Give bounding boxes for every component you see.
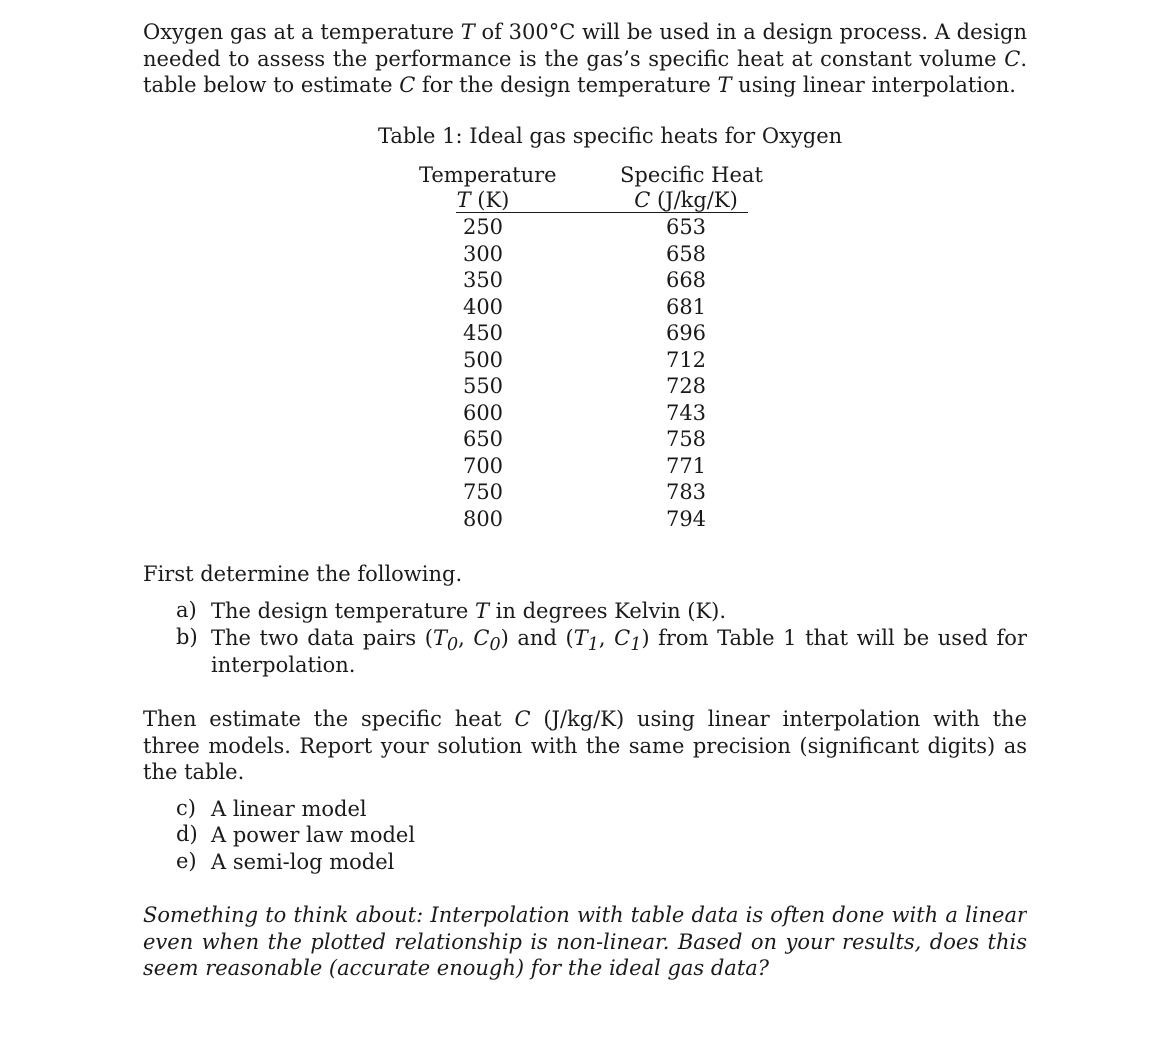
think-paragraph: [143, 902, 1027, 982]
table-cell-specific-heat: 668: [665, 268, 707, 292]
then-line-1: Then estimate the specific heat C (J/kg/K) using linear interpolation with the: [143, 707, 1027, 731]
table-cell-specific-heat: 728: [665, 374, 707, 398]
intro-line-2: needed to assess the performance is the gas’s specific heat at constant volume C.: [143, 46, 1027, 71]
table-cell-temperature: 400: [462, 294, 504, 319]
item-b-text: [211, 625, 1027, 678]
table-cell-temperature: 800: [462, 506, 504, 531]
table-cell-temperature: 350: [462, 268, 504, 292]
table-cell-temperature: 250: [462, 215, 504, 239]
intro-line-3: table below to estimate C for the design temperature T using linear interpolation.: [143, 73, 1016, 97]
item-d-text: A power law model: [211, 823, 416, 847]
intro-paragraph: [143, 19, 1027, 99]
table-header-rule: [456, 212, 748, 213]
col-specific-heat-unit: C (J/kg/K): [634, 188, 738, 212]
intro-line-1: Oxygen gas at a temperature T of 300°C will be used in a design process. A design: [143, 20, 1027, 44]
table-cell-specific-heat: 658: [665, 241, 707, 266]
table-cell-temperature: 450: [462, 321, 504, 345]
table-cell-specific-heat: 681: [665, 294, 707, 319]
item-b-line-1: The two data pairs ($T_0$, $C_0$) and ($T_1$, $C_1$) from Table 1 that will be used for: [211, 626, 1027, 652]
item-b-line-2: interpolation.: [211, 652, 356, 677]
item-a-marker: a): [176, 598, 197, 622]
think-line-2: even when the plotted relationship is non-linear. Based on your results, does this: [143, 929, 1027, 954]
item-c-marker: c): [176, 796, 196, 820]
col-specific-heat-title: Specific Heat: [620, 163, 763, 187]
table-cell-temperature: 500: [462, 347, 504, 372]
table-cell-temperature: 750: [462, 480, 504, 504]
item-e-marker: e): [176, 849, 197, 873]
think-line-1: Something to think about: Interpolation with table data is often done with a linear: [143, 903, 1027, 927]
item-d-marker: d): [176, 822, 198, 846]
first-lead: First determine the following.: [143, 562, 463, 586]
then-line-3: the table.: [143, 760, 245, 784]
then-line-2: three models. Report your solution with the same precision (significant digits) as: [143, 733, 1027, 758]
table-cell-temperature: 550: [462, 374, 504, 398]
table-caption: Table 1: Ideal gas specific heats for Oxygen: [378, 124, 843, 148]
table-cell-specific-heat: 794: [665, 506, 707, 531]
item-a-text: The design temperature T in degrees Kelvin (K).: [211, 599, 727, 623]
table-cell-specific-heat: 712: [665, 347, 707, 372]
table-cell-temperature: 300: [462, 241, 504, 266]
table-cell-specific-heat: 696: [665, 321, 707, 345]
table-cell-specific-heat: 743: [665, 400, 707, 425]
item-b-marker: b): [176, 625, 198, 649]
table-cell-temperature: 600: [462, 400, 504, 425]
col-temperature-unit: T (K): [456, 188, 510, 212]
item-e-text: A semi-log model: [211, 850, 395, 874]
col-temperature-title: Temperature: [419, 163, 557, 187]
table-cell-specific-heat: 771: [665, 453, 707, 478]
table-cell-specific-heat: 758: [665, 427, 707, 451]
table-cell-temperature: 700: [462, 453, 504, 478]
table-cell-specific-heat: 783: [665, 480, 707, 504]
item-c-text: A linear model: [211, 797, 367, 821]
then-paragraph: [143, 706, 1027, 786]
table-cell-specific-heat: 653: [665, 215, 707, 239]
think-line-3: seem reasonable (accurate enough) for the ideal gas data?: [143, 956, 770, 980]
table-cell-temperature: 650: [462, 427, 504, 451]
